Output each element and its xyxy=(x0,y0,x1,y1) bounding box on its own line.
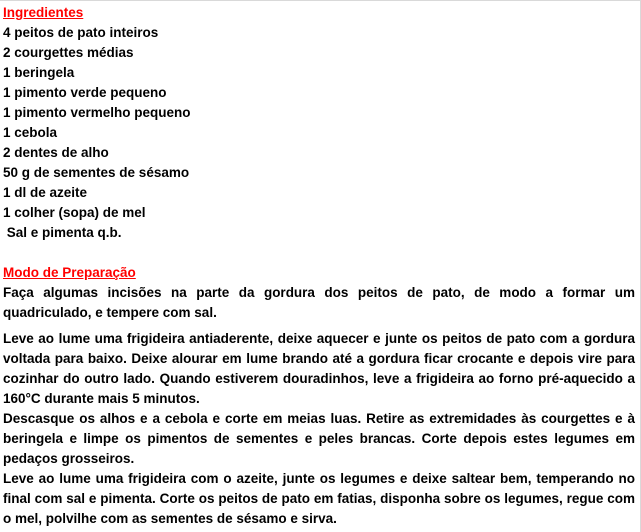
ingredient-item: 50 g de sementes de sésamo xyxy=(3,165,190,180)
preparation-paragraph: Faça algumas incisões na parte da gordura dos peitos de pato, de modo a formar um quadriculado, e tempere com sal. xyxy=(3,285,635,320)
ingredients-heading: Ingredientes xyxy=(3,5,84,20)
ingredient-item: 1 pimento vermelho pequeno xyxy=(3,105,191,120)
ingredient-item: 1 beringela xyxy=(3,65,75,80)
ingredient-item: Sal e pimenta q.b. xyxy=(3,225,122,240)
ingredient-item: 1 colher (sopa) de mel xyxy=(3,205,146,220)
ingredient-item: 2 courgettes médias xyxy=(3,45,134,60)
ingredient-item: 2 dentes de alho xyxy=(3,145,109,160)
preparation-paragraph: Leve ao lume uma frigideira com o azeite, junte os legumes e deixe saltear bem, temperando no final com sal e pimenta. Corte os peitos de pato em fatias, disponha sobre os legumes, regue com o mel, polvilhe com as sementes de sésamo e sirva. xyxy=(3,471,635,526)
preparation-paragraph: Leve ao lume uma frigideira antiaderente, deixe aquecer e junte os peitos de pato com a gordura voltada para baixo. Deixe alourar em lume brando até a gordura ficar crocante e depois vire para cozinhar do outro lado. Quando estiverem douradinhos, leve a frigideira ao forno pré-aquecido a 160°C durante mais 5 minutos. xyxy=(3,331,635,406)
preparation-steps xyxy=(3,283,635,529)
ingredients-list xyxy=(3,23,191,243)
ingredient-item: 1 dl de azeite xyxy=(3,185,88,200)
ingredient-item: 4 peitos de pato inteiros xyxy=(3,25,159,40)
preparation-heading: Modo de Preparação xyxy=(3,265,136,280)
preparation-paragraph: Descasque os alhos e a cebola e corte em meias luas. Retire as extremidades às courgettes e à beringela e limpe os pimentos de sementes e peles brancas. Corte depois estes legumes em pedaços grosseiros. xyxy=(3,411,635,466)
ingredient-item: 1 pimento verde pequeno xyxy=(3,85,167,100)
ingredient-item: 1 cebola xyxy=(3,125,58,140)
